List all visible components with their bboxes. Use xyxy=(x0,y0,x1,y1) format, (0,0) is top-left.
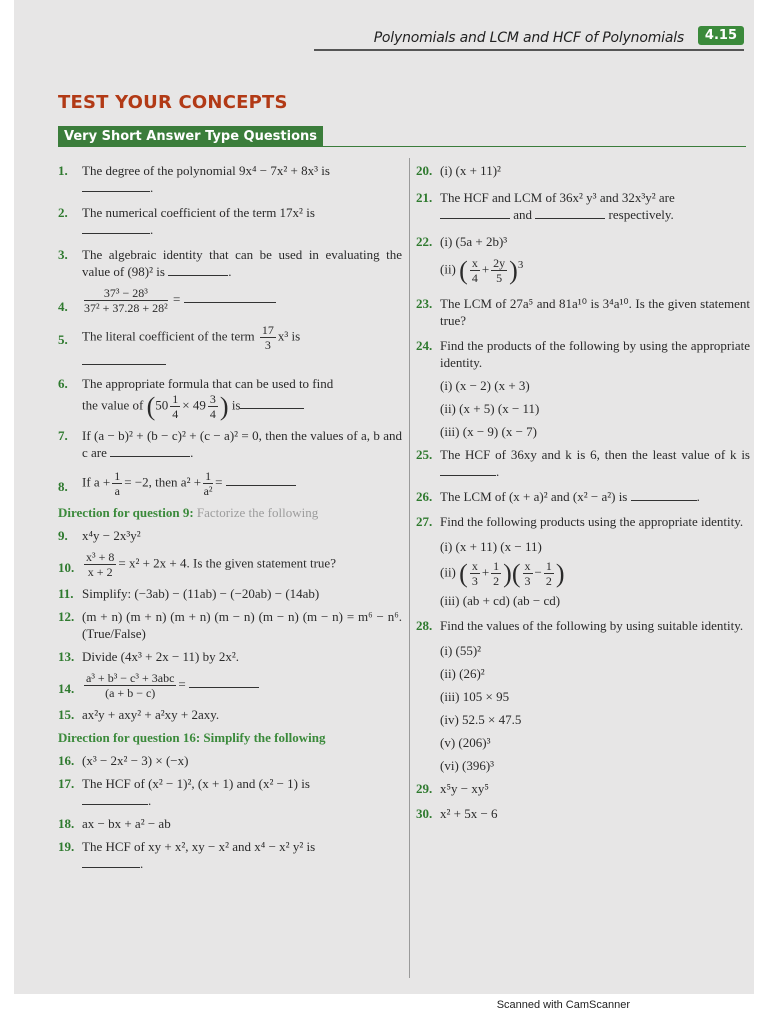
question-22: 22. (i) (5a + 2b)³ (ii) ( $\frac{x}{4}$ + $\frac{2y}{5}$ )$^3$ xyxy=(416,234,524,285)
answer-blank xyxy=(440,206,510,219)
question-25: 25. The HCF of 36xy and k is 6, then the least value of k is . xyxy=(416,447,750,479)
direction-question-16: Direction for question 16: Simplify the following xyxy=(58,730,326,745)
answer-blank xyxy=(82,221,150,234)
question-15: 15. ax²y + axy² + a²xy + 2axy. xyxy=(58,707,220,722)
question-17: 17. The HCF of (x² − 1)², (x + 1) and (x² − 1) is . xyxy=(58,776,310,808)
header-rule xyxy=(314,49,744,51)
question-8: 8. If a + $\frac{1}{a}$ = −2, then a² + $\frac{1}{\text{a²}}$ = xyxy=(58,469,402,498)
answer-blank xyxy=(82,352,166,365)
answer-blank xyxy=(168,263,228,276)
answer-blank xyxy=(184,290,276,303)
question-10: 10. $\frac{\text{x³ + 8}}{x + 2}$ = x² + 2x + 4. Is the given statement true? xyxy=(58,550,336,579)
section-subtitle: Very Short Answer Type Questions xyxy=(58,126,323,147)
right-column xyxy=(416,162,750,828)
question-9: 9. x⁴y − 2x³y² xyxy=(58,528,141,543)
question-18: 18. ax − bx + a² − ab xyxy=(58,816,171,831)
question-7: 7. If (a − b)² + (b − c)² + (c − a)² = 0, then the values of a, b and c are . xyxy=(58,428,402,460)
chapter-title: Polynomials and LCM and HCF of Polynomials xyxy=(373,30,684,46)
answer-blank xyxy=(440,463,496,476)
question-13: 13. Divide (4x³ + 2x − 11) by 2x². xyxy=(58,649,240,664)
answer-blank xyxy=(631,488,697,501)
answer-blank xyxy=(535,206,605,219)
page-number-badge: 4.15 xyxy=(698,26,744,45)
book-page xyxy=(14,0,754,994)
question-3: 3. The algebraic identity that can be used in evaluating the value of (98)² is . xyxy=(58,247,402,279)
question-4: 4. $\frac{\text{37³ − 28³}}{\text{37² + 37.28 + 28²}}$ = xyxy=(58,286,402,315)
section-rule xyxy=(58,146,746,147)
answer-blank xyxy=(82,792,148,805)
left-column xyxy=(58,162,402,878)
scanner-watermark: Scanned with CamScanner xyxy=(496,999,630,1011)
question-1: 1. The degree of the polynomial 9x⁴ − 7x² + 8x³ is . xyxy=(58,163,330,195)
column-divider xyxy=(409,158,410,978)
fraction: $\frac{\text{37³ − 28³}}{\text{37² + 37.28 + 28²}}$ xyxy=(84,286,168,315)
question-16: 16. (x³ − 2x² − 3) × (−x) xyxy=(58,753,189,768)
section-title: TEST YOUR CONCEPTS xyxy=(58,92,288,113)
question-14: 14. $\frac{\text{a³ + b³ − c³ + 3abc}}{(a + b - c)}$ = xyxy=(58,671,402,700)
question-12: 12. (m + n) (m + n) (m + n) (m − n) (m − n) (m − n) = m⁶ − n⁶. (True/False) xyxy=(58,609,402,641)
question-21: 21. The HCF and LCM of 36x² y³ and 32x³y² are and respectively. xyxy=(416,190,675,222)
answer-blank xyxy=(240,396,304,409)
answer-blank xyxy=(226,473,296,486)
answer-blank xyxy=(82,179,150,192)
question-5: 5. The literal coefficient of the term $\frac{17}{3}$ x³ is xyxy=(58,323,402,369)
question-27: 27. Find the following products using the appropriate identity. (i) (x + 11) (x − 11) (ii) ( $\frac{x}{3}$ + $\frac{1}{2}$ )( $\frac{x}{3}$ − $\frac{1}{2}$ ) (iii) (ab + cd) (ab − cd) xyxy=(416,514,744,608)
question-26: 26. The LCM of (x + a)² and (x² − a²) is . xyxy=(416,489,700,504)
question-19: 19. The HCF of xy + x², xy − x² and x⁴ − x² y² is . xyxy=(58,839,316,871)
answer-blank xyxy=(82,855,140,868)
question-11: 11. Simplify: (−3ab) − (11ab) − (−20ab) − (14ab) xyxy=(58,586,320,601)
question-2: 2. The numerical coefficient of the term 17x² is . xyxy=(58,205,315,237)
question-29: 29. x⁵y − xy⁵ xyxy=(416,781,489,796)
answer-blank xyxy=(189,675,259,688)
direction-question-9: Direction for question 9: Factorize the following xyxy=(58,505,319,520)
question-28: 28. Find the values of the following by using suitable identity. (i) (55)² (ii) (26)² (iii) 105 × 95 (iv) 52.5 × 47.5 (v) (206)³ (vi) (396)³ xyxy=(416,618,744,773)
question-24: 24. Find the products of the following by using the appropriate identity. (i) (x − 2) (x + 3) (ii) (x + 5) (x − 11) (iii) (x − 9) (x − 7) xyxy=(416,338,750,439)
question-23: 23. The LCM of 27a⁵ and 81a¹⁰ is 3⁴a¹⁰. Is the given statement true? xyxy=(416,296,750,328)
question-30: 30. x² + 5x − 6 xyxy=(416,806,498,821)
question-6: 6. The appropriate formula that can be used to find the value of (50 $\frac{1}{4}$ × 49 $\frac{3}{4}$ ) is xyxy=(58,376,334,421)
question-20: 20. (i) (x + 11)² xyxy=(416,163,501,178)
answer-blank xyxy=(110,444,190,457)
